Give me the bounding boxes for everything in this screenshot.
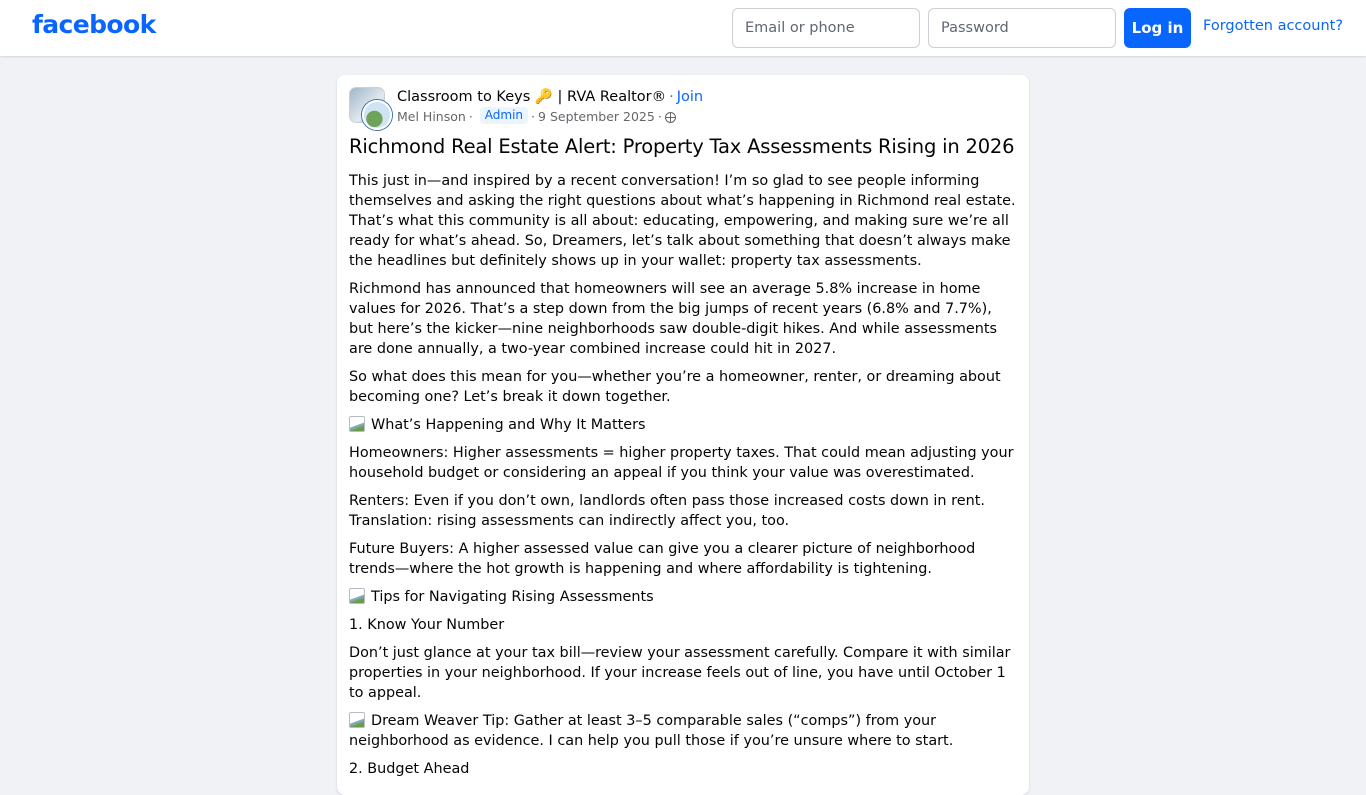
separator-dot: ·	[657, 109, 662, 124]
group-avatar[interactable]	[349, 87, 389, 127]
facebook-logo[interactable]: facebook	[32, 10, 156, 39]
post-heading-line	[349, 415, 1019, 435]
post-paragraph: Don’t just glance at your tax bill—review your assessment carefully. Compare it with similar properties in your neighborhood. If your increase feels out of line, you have until October 1 to appeal.	[349, 645, 1011, 701]
post-card	[337, 75, 1029, 795]
separator-dot: ·	[669, 89, 674, 105]
post-meta	[397, 109, 676, 126]
broken-image-icon	[349, 416, 365, 432]
author-name-link[interactable]: Mel Hinson	[397, 109, 466, 124]
broken-image-icon	[349, 712, 365, 728]
globe-icon[interactable]	[665, 112, 676, 123]
separator-dot: ·	[468, 109, 473, 124]
post-paragraph: Renters: Even if you don’t own, landlords often pass those increased costs down in rent. Translation: rising assessments can indirectly affect you, too.	[349, 493, 985, 529]
post-paragraph: Future Buyers: A higher assessed value can give you a clearer picture of neighborhood trends—where the hot growth is happening and where affordability is tightening.	[349, 541, 976, 577]
login-button[interactable]: Log in	[1124, 8, 1191, 48]
post-paragraph: Richmond has announced that homeowners will see an average 5.8% increase in home values for 2026. That’s a step down from the big jumps of recent years (6.8% and 7.7%), but here’s the kicker—nine neighborhoods saw double-digit hikes. And while assessments are done annually, a two-year combined increase could hit in 2027.	[349, 281, 997, 357]
post-paragraph: 2. Budget Ahead	[349, 761, 470, 777]
section-heading: What’s Happening and Why It Matters	[371, 417, 646, 433]
post-tip-line	[349, 711, 1019, 751]
admin-badge: Admin	[480, 107, 528, 124]
post-paragraph: This just in—and inspired by a recent conversation! I’m so glad to see people informing themselves and asking the right questions about what’s happening in Richmond real estate. That’s what this community is all about: educating, empowering, and making sure we’re all ready for what’s ahead. So, Dreamers, let’s talk about something that doesn’t always make the headlines but definitely shows up in your wallet: property tax assessments.	[349, 173, 1016, 269]
separator-dot: ·	[531, 109, 536, 124]
broken-image-icon	[349, 588, 365, 604]
password-field[interactable]	[928, 8, 1116, 48]
section-heading: Tips for Navigating Rising Assessments	[371, 589, 654, 605]
post-paragraph: 1. Know Your Number	[349, 617, 505, 633]
post-heading-line	[349, 587, 1019, 607]
email-field[interactable]	[732, 8, 920, 48]
post-date-link[interactable]: 9 September 2025	[538, 109, 655, 124]
tip-text: Dream Weaver Tip: Gather at least 3–5 comparable sales (“comps”) from your neighborhood as evidence. I can help you pull those if you’re unsure where to start.	[349, 713, 954, 749]
group-line	[397, 88, 703, 105]
top-bar	[0, 0, 1366, 56]
forgot-account-link[interactable]: Forgotten account?	[1203, 18, 1344, 34]
post-paragraph: Homeowners: Higher assessments = higher property taxes. That could mean adjusting your household budget or considering an appeal if you think your value was overestimated.	[349, 445, 1014, 481]
join-link[interactable]: Join	[676, 89, 704, 105]
post-paragraph: So what does this mean for you—whether you’re a homeowner, renter, or dreaming about becoming one? Let’s break it down together.	[349, 369, 1001, 405]
author-avatar[interactable]	[362, 100, 392, 130]
post-title: Richmond Real Estate Alert: Property Tax Assessments Rising in 2026	[349, 135, 1015, 158]
group-name-link[interactable]: Classroom to Keys 🔑 | RVA Realtor®	[397, 89, 667, 105]
post-body	[349, 171, 1019, 787]
